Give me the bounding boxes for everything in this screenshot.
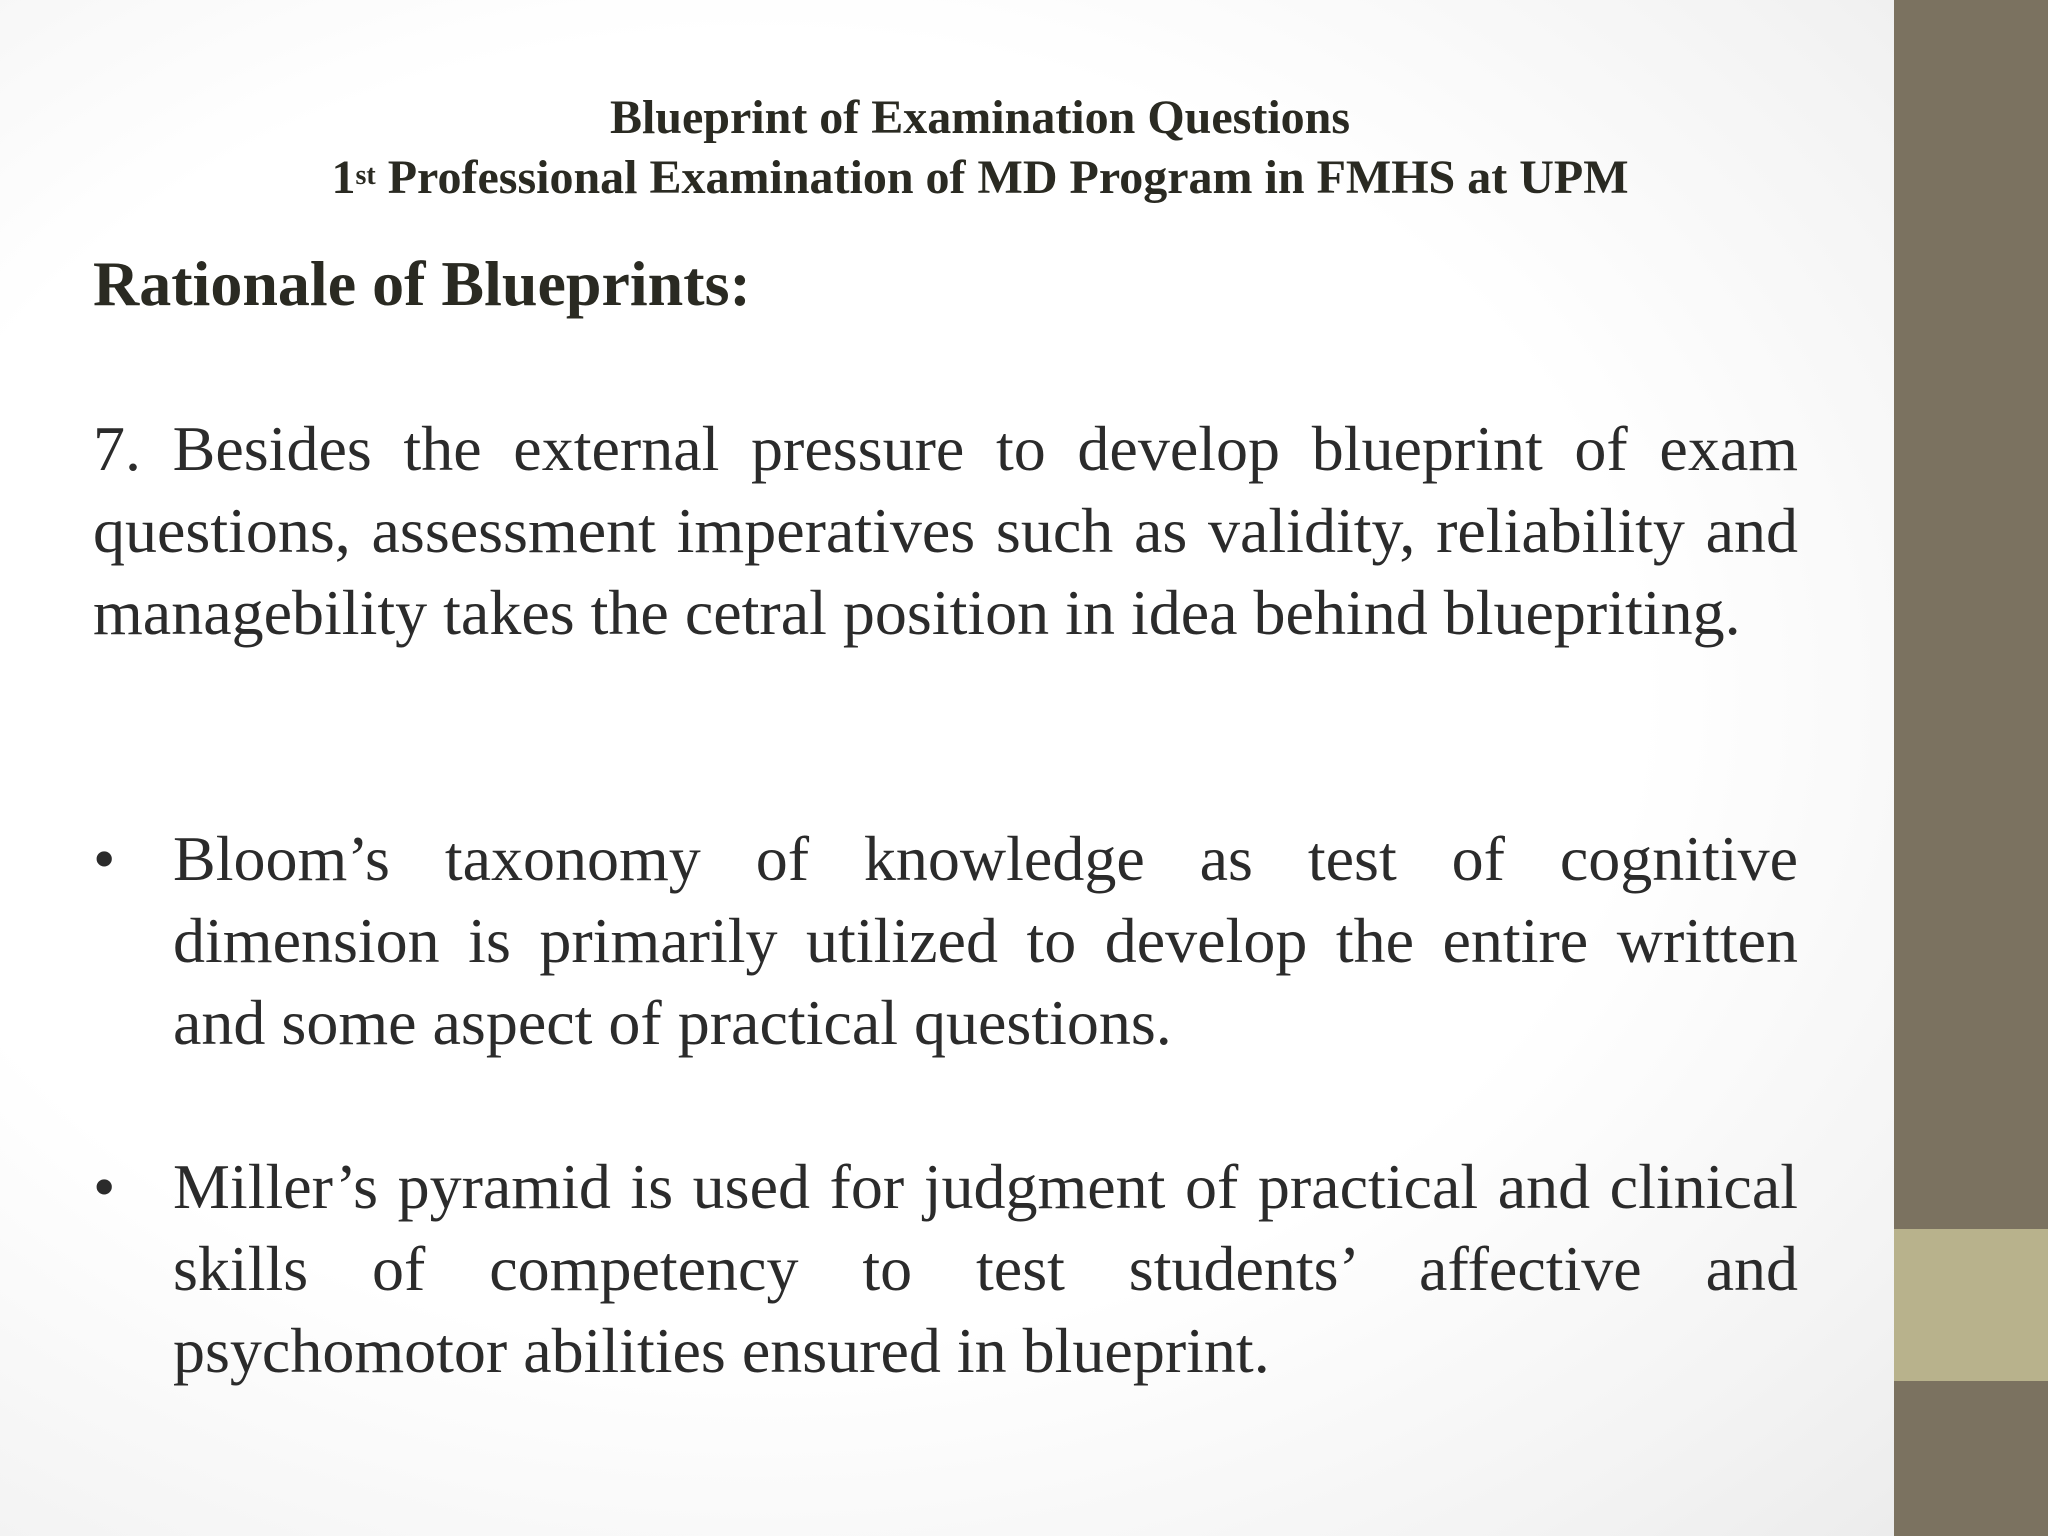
slide-header — [0, 88, 1894, 208]
bullet-item-blooms — [93, 818, 1798, 1064]
numbered-point: 7. Besides the external pressure to develop blueprint of exam questions, assessment imperatives such as validity, reliability and managebility takes the cetral position in idea behind bluepriting. — [93, 413, 1798, 648]
section-heading: Rationale of Blueprints: — [93, 248, 751, 319]
subtitle-ordinal-number: 1 — [331, 151, 356, 204]
bullet-marker: • — [93, 823, 116, 894]
bullet-marker: • — [93, 1151, 116, 1222]
subtitle-text: Professional Examination of MD Program in FMHS at UPM — [375, 151, 1629, 204]
slide-title: Blueprint of Examination Questions — [609, 91, 1351, 144]
slide-subtitle — [0, 148, 1894, 208]
bullet-item-millers — [93, 1146, 1798, 1392]
decorative-side-accent — [1894, 1229, 2048, 1381]
subtitle-ordinal-suffix: st — [355, 160, 376, 191]
bullet-list — [93, 818, 1798, 1392]
bullet-text: Bloom’s taxonomy of knowledge as test of cognitive dimension is primarily utilized to develop the entire written and some aspect of practical questions. — [173, 823, 1798, 1058]
bullet-text: Miller’s pyramid is used for judgment of practical and clinical skills of competency to test students’ affective and psychomotor abilities ensured in blueprint. — [173, 1151, 1798, 1386]
